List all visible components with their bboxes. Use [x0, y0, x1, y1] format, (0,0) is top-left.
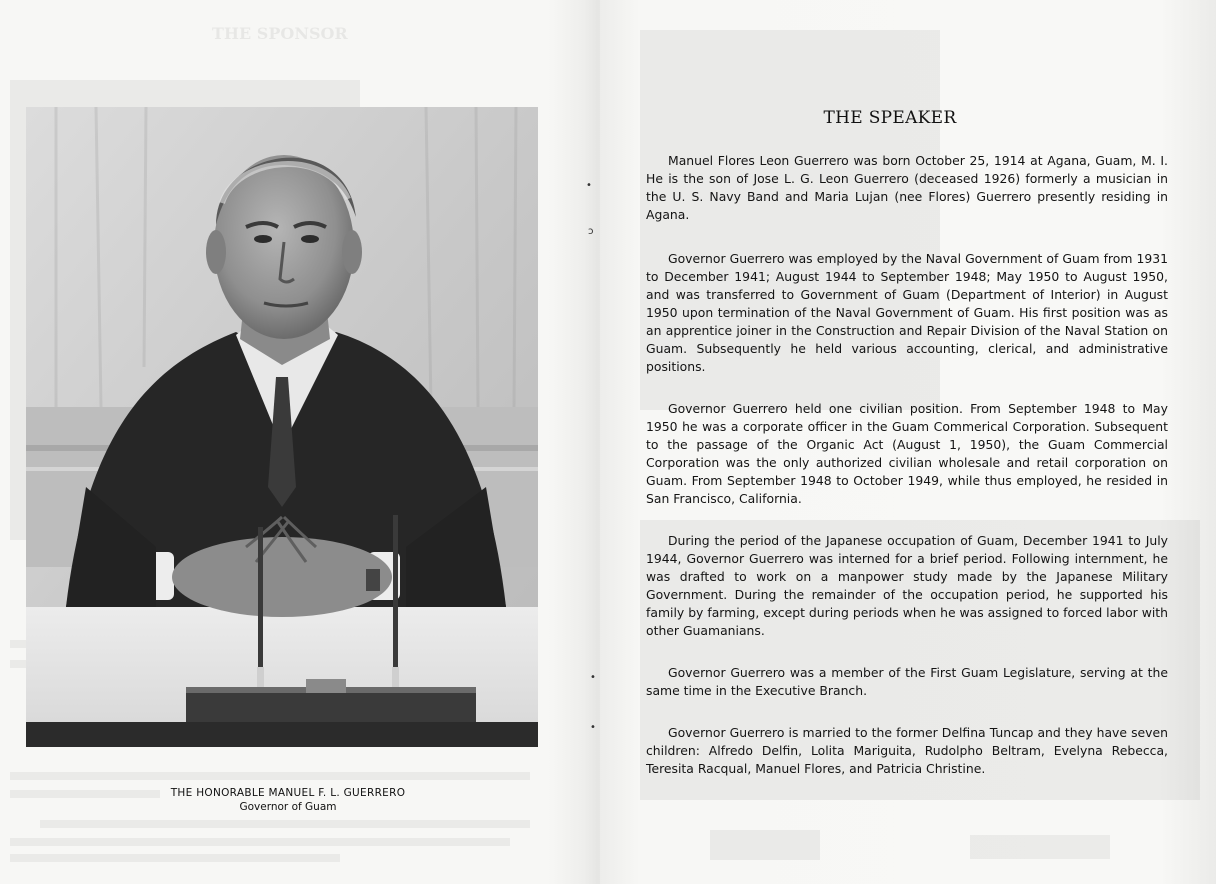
page-title: THE SPEAKER: [823, 108, 957, 128]
bio-paragraph-occupation: During the period of the Japanese occupation of Guam, December 1941 to July 1944, Governor Guerrero was interned for a brief period. Following internment, he was drafted to work on a manpower study made by the Japanese Military Government. During the remainder of the occupation period, he supported his family by farming, except during periods when he was assigned to forced labor with other Guamanians.: [646, 533, 1168, 638]
bio-paragraph-legislature: Governor Guerrero was a member of the First Guam Legislature, serving at the same time in the Executive Branch.: [646, 665, 1168, 698]
bleed-through-caption: [710, 830, 820, 860]
bleed-through-text: [10, 854, 340, 862]
portrait-illustration: [26, 107, 538, 747]
margin-mark: •: [586, 180, 592, 191]
governor-portrait-photo: [26, 107, 538, 747]
bleed-through-text: [10, 838, 510, 846]
bleed-through-heading: THE SPONSOR: [212, 24, 348, 43]
left-page: [0, 0, 560, 884]
margin-mark: •: [590, 722, 596, 733]
bleed-through-text: [40, 820, 530, 828]
photo-caption-title: Governor of Guam: [239, 801, 337, 813]
bio-paragraph-employment: Governor Guerrero was employed by the Naval Government of Guam from 1931 to December 1941; August 1944 to September 1948; May 1950 to August 1950, and was transferred to Government of Guam (Department of Interior) in August 1950 upon termination of the Naval Government of Guam. His first position was as an apprentice joiner in the Construction and Repair Division of the Naval Station on Guam. Subsequently he held various accounting, clerical, and administrative positions.: [646, 251, 1168, 374]
photo-caption-name: THE HONORABLE MANUEL F. L. GUERRERO: [170, 787, 406, 799]
margin-mark: ɔ: [588, 226, 594, 237]
bleed-through-caption: [970, 835, 1110, 859]
bleed-through-text: [10, 772, 530, 780]
bio-paragraph-birth: Manuel Flores Leon Guerrero was born October 25, 1914 at Agana, Guam, M. I. He is the son of Jose L. G. Leon Guerrero (deceased 1926) formerly a musician in the U. S. Navy Band and Maria Lujan (nee Flores) Guerrero presently residing in Agana.: [646, 153, 1168, 222]
margin-mark: •: [590, 672, 596, 683]
bio-paragraph-civilian-position: Governor Guerrero held one civilian position. From September 1948 to May 1950 he was a corporate officer in the Guam Commerical Corporation. Subsequent to the passage of the Organic Act (August 1, 1950), the Guam Commercial Corporation was the only authorized civilian wholesale and retail corporation on Guam. From September 1948 to October 1949, while thus employed, he resided in San Francisco, California.: [646, 401, 1168, 506]
bio-paragraph-family: Governor Guerrero is married to the former Delfina Tuncap and they have seven children: Alfredo Delfin, Lolita Mariguita, Rudolpho Beltram, Evelyna Rebecca, Teresita Racqual, Manuel Flores, and Patricia Christine.: [646, 725, 1168, 776]
